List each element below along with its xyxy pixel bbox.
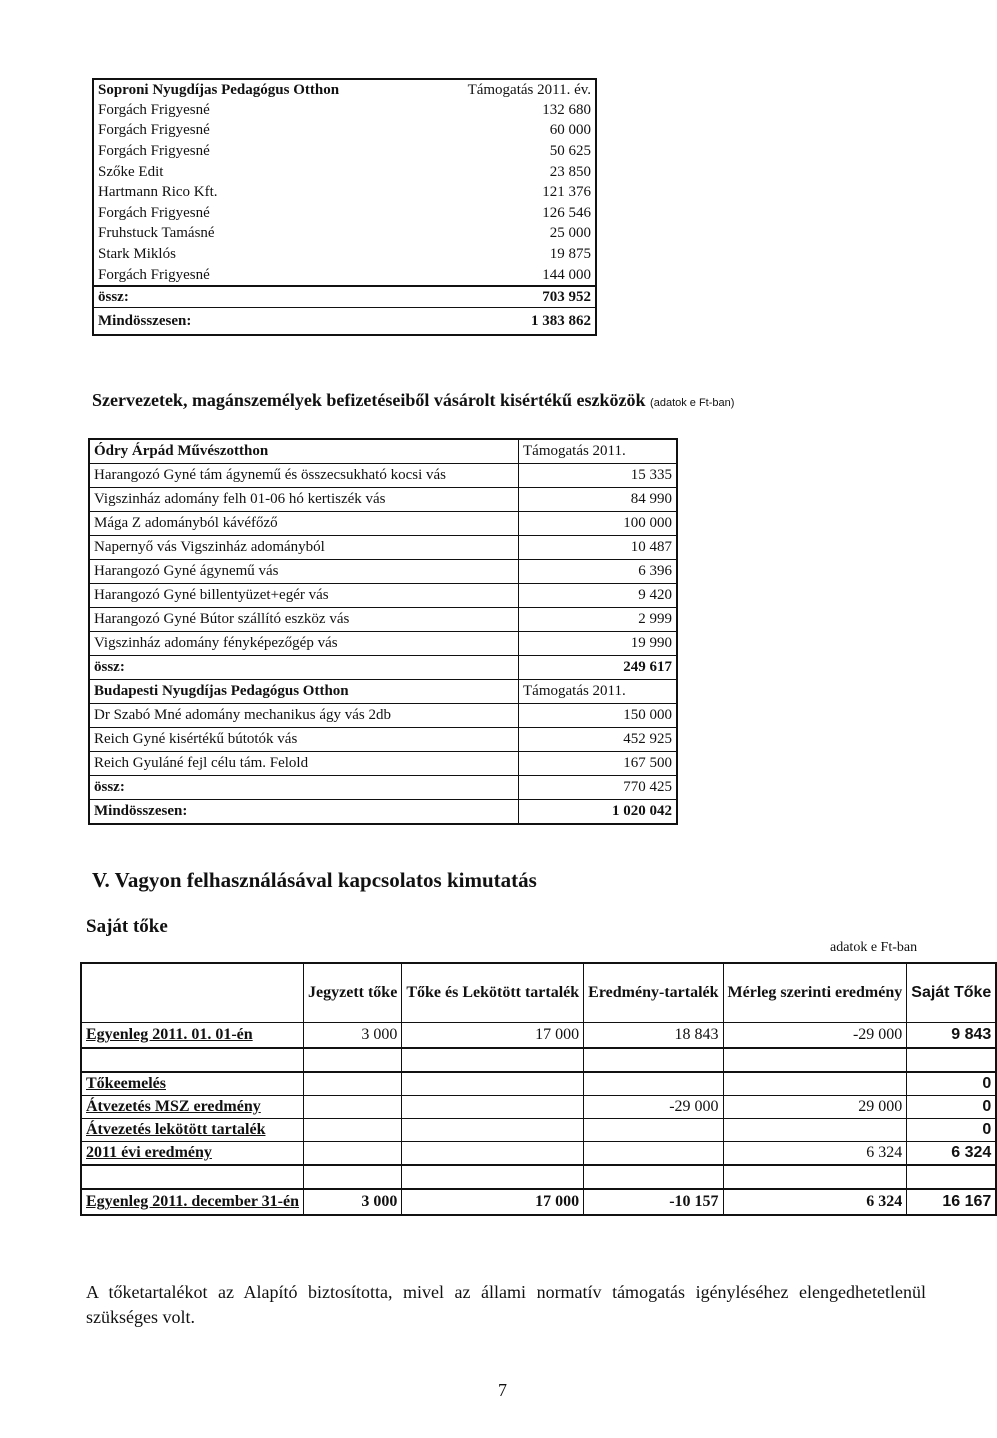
equity-movement-label: 2011 évi eredmény [81,1142,304,1166]
asset-description: Harangozó Gyné Bútor szállító eszköz vás [89,608,519,632]
equity-movement-value [402,1142,584,1166]
equity-movement-value [584,1119,723,1142]
equity-movement-label: Tőkeemelés [81,1072,304,1096]
donor-name: Stark Miklós [98,245,176,262]
asset-amount: 15 335 [519,464,678,488]
table1-grand-value: 1 383 862 [462,308,596,336]
table2-group1-title: Ódry Árpád Művészotthon [89,439,519,464]
table-row [93,100,596,121]
asset-description: Reich Gyuláné fejl célu tám. Felold [89,752,519,776]
table-row [93,121,596,142]
table1-sum-label: össz: [93,286,462,308]
table2-group2-sum-value: 770 425 [519,776,678,800]
table-row [89,704,677,728]
equity-movement-value [304,1072,402,1096]
equity-opening-v2: 18 843 [584,1023,723,1049]
donation-amount: 25 000 [549,225,591,242]
equity-table [80,962,997,1216]
table-row [93,182,596,203]
asset-amount: 84 990 [519,488,678,512]
equity-header-toke: Tőke és Lekötött tartalék [402,963,584,1023]
table-row [93,141,596,162]
equity-title: Saját tőke [86,916,168,937]
donor-name: Forgách Frigyesné [98,101,210,118]
equity-movement-value [402,1072,584,1096]
equity-movement-label: Átvezetés MSZ eredmény [81,1096,304,1119]
table2-group1-sum-label: össz: [89,656,519,680]
equity-movement-value [304,1119,402,1142]
table1-sum-value: 703 952 [462,286,596,308]
table2-group2-header: Támogatás 2011. [519,680,678,704]
table-row [93,203,596,224]
equity-closing-v0: 3 000 [304,1189,402,1215]
equity-movement-value: 0 [907,1072,997,1096]
donations-table-sopron [92,78,597,336]
table2-grand-value: 1 020 042 [519,800,678,825]
table-row [93,224,596,245]
table-row [89,632,677,656]
equity-opening-label: Egyenleg 2011. 01. 01-én [81,1023,304,1049]
asset-description: Harangozó Gyné billentyüzet+egér vás [89,584,519,608]
table-row [93,162,596,183]
body-paragraph: A tőketartalékot az Alapító biztosította, mivel az állami normatív támogatás igényléséhez elengedhetetlenül szükséges volt. [86,1282,926,1327]
asset-amount: 19 990 [519,632,678,656]
table1-col-header: Támogatás 2011. év. [467,81,591,98]
equity-movement-value [723,1119,907,1142]
equity-movement-value: 0 [907,1096,997,1119]
asset-amount: 452 925 [519,728,678,752]
table-row [89,536,677,560]
equity-movements [81,1072,996,1165]
donation-amount: 50 625 [549,142,591,159]
equity-movement-value: 0 [907,1119,997,1142]
donation-amount: 121 376 [542,184,591,201]
donations-table-assets [88,438,678,825]
table2-group2-title: Budapesti Nyugdíjas Pedagógus Otthon [89,680,519,704]
section-heading [92,390,734,411]
asset-description: Harangozó Gyné ágynemű vás [89,560,519,584]
table2-group1-sum-value: 249 617 [519,656,678,680]
asset-description: Vigszinház adomány fényképezőgép vás [89,632,519,656]
table-row [93,265,596,287]
table1-rows [93,100,596,286]
equity-closing-v1: 17 000 [402,1189,584,1215]
equity-movement-value [402,1096,584,1119]
chapter-title: V. Vagyon felhasználásával kapcsolatos kimutatás [92,868,537,892]
table2-grand-label: Mindösszesen: [89,800,519,825]
table-row [89,560,677,584]
equity-opening-v3: -29 000 [723,1023,907,1049]
donation-amount: 60 000 [549,122,591,139]
table1-grand-label: Mindösszesen: [93,308,462,336]
table-row [89,752,677,776]
asset-description: Mága Z adományból kávéfőző [89,512,519,536]
donor-name: Forgách Frigyesné [98,266,210,283]
equity-movement-row [81,1119,996,1142]
asset-amount: 10 487 [519,536,678,560]
equity-closing-label: Egyenleg 2011. december 31-én [81,1189,304,1215]
equity-closing-row [81,1189,996,1215]
asset-amount: 150 000 [519,704,678,728]
asset-description: Reich Gyné kisértékű bútotók vás [89,728,519,752]
page-number: 7 [498,1380,507,1400]
table1-title: Soproni Nyugdíjas Pedagógus Otthon [98,81,340,98]
table2-group1-header: Támogatás 2011. [519,439,678,464]
asset-description: Napernyő vás Vigszinház adományból [89,536,519,560]
asset-description: Dr Szabó Mné adomány mechanikus ágy vás 2db [89,704,519,728]
equity-header-merleg: Mérleg szerinti eredmény [723,963,907,1023]
asset-amount: 100 000 [519,512,678,536]
donation-amount: 144 000 [542,266,591,283]
equity-header-eredmeny: Eredmény-tartalék [584,963,723,1023]
equity-movement-value [723,1072,907,1096]
table2-group2-sum-label: össz: [89,776,519,800]
donation-amount: 23 850 [549,163,591,180]
equity-movement-value: 6 324 [723,1142,907,1166]
table-row [89,608,677,632]
equity-units: adatok e Ft-ban [830,940,918,955]
equity-movement-value [584,1072,723,1096]
donor-name: Hartmann Rico Kft. [98,184,218,201]
donation-amount: 126 546 [542,204,591,221]
table-row [89,512,677,536]
asset-amount: 2 999 [519,608,678,632]
equity-closing-v3: 6 324 [723,1189,907,1215]
asset-amount: 6 396 [519,560,678,584]
equity-header-jegyzett: Jegyzett tőke [304,963,402,1023]
table-row [89,728,677,752]
equity-movement-label: Átvezetés lekötött tartalék [81,1119,304,1142]
asset-description: Vigszinház adomány felh 01-06 hó kertiszék vás [89,488,519,512]
table2-group1-rows [89,464,677,656]
section-heading-main: Szervezetek, magánszemélyek befizetéseiből vásárolt kisértékű eszközök [92,390,646,410]
table-row [89,488,677,512]
equity-spacer-row [81,1048,996,1072]
table-row [89,584,677,608]
equity-movement-value [304,1096,402,1119]
equity-movement-value: 6 324 [907,1142,997,1166]
equity-header-label [81,963,304,1023]
equity-closing-v4: 16 167 [907,1189,997,1215]
donor-name: Forgách Frigyesné [98,142,210,159]
donation-amount: 132 680 [542,101,591,118]
equity-opening-v1: 17 000 [402,1023,584,1049]
donor-name: Forgách Frigyesné [98,122,210,139]
section-heading-note: (adatok e Ft-ban) [650,397,735,409]
donor-name: Szőke Edit [98,163,164,180]
equity-movement-value [402,1119,584,1142]
equity-movement-value: -29 000 [584,1096,723,1119]
equity-movement-row [81,1072,996,1096]
donor-name: Forgách Frigyesné [98,204,210,221]
donation-amount: 19 875 [549,245,591,262]
equity-movement-value [584,1142,723,1166]
equity-opening-row [81,1023,996,1049]
table-row [93,244,596,265]
equity-movement-row [81,1096,996,1119]
table2-group2-rows [89,704,677,776]
donor-name: Fruhstuck Tamásné [98,225,215,242]
asset-description: Harangozó Gyné tám ágynemű és összecsukható kocsi vás [89,464,519,488]
table-row [89,464,677,488]
equity-movement-value: 29 000 [723,1096,907,1119]
equity-spacer-row-2 [81,1165,996,1189]
equity-opening-v0: 3 000 [304,1023,402,1049]
asset-amount: 167 500 [519,752,678,776]
equity-closing-v2: -10 157 [584,1189,723,1215]
equity-header-sajat: Saját Tőke [911,984,992,1001]
equity-opening-v4: 9 843 [907,1023,997,1049]
equity-movement-value [304,1142,402,1166]
equity-movement-row [81,1142,996,1166]
asset-amount: 9 420 [519,584,678,608]
